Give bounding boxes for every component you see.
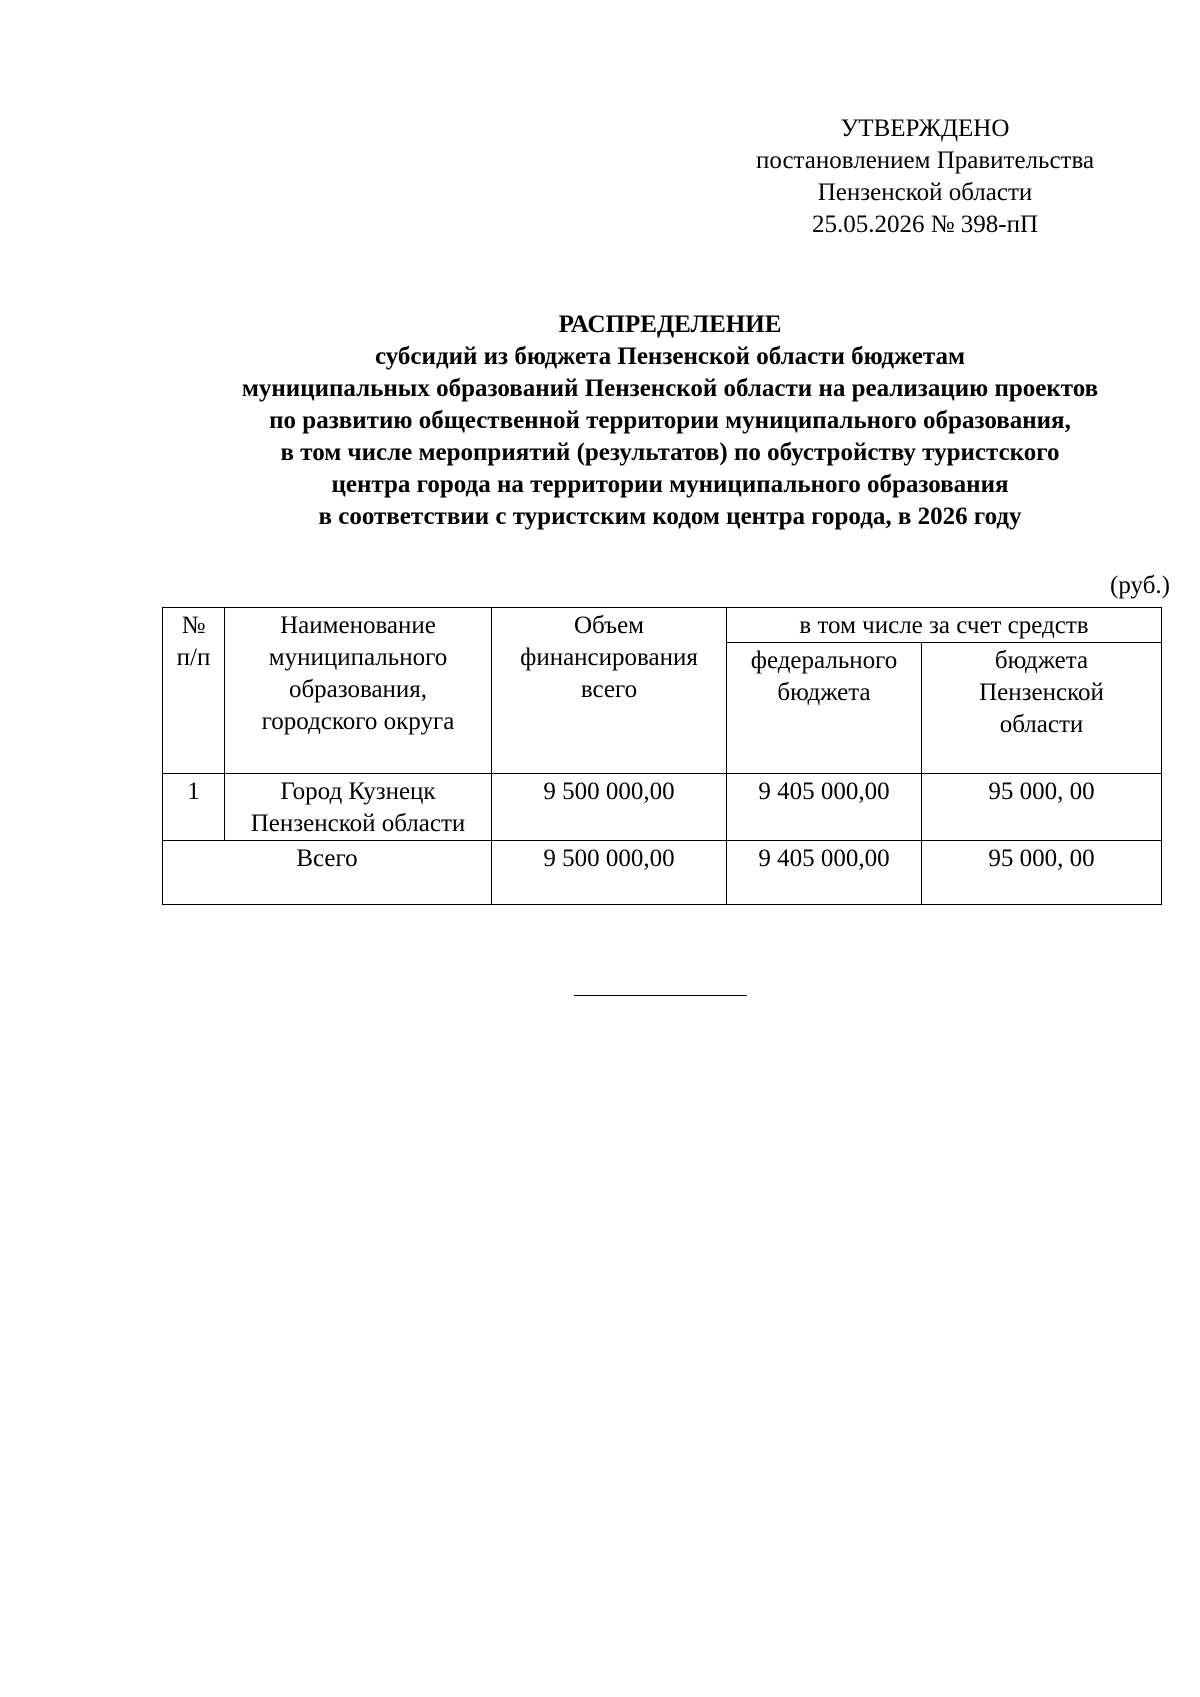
header-including-sources: в том числе за счет средств — [727, 608, 1162, 643]
approval-line-date-number: 25.05.2026 № 398-пП — [811, 211, 1039, 238]
header-municipality-name: Наименование муниципального образования, городского округа — [225, 608, 492, 774]
currency-unit: (руб.) — [1110, 572, 1170, 599]
header-federal-budget: федерального бюджета — [727, 643, 922, 774]
document-title — [120, 309, 1200, 533]
cell-total-financing: 9 500 000,00 — [492, 774, 727, 841]
cell-total-label: Всего — [163, 841, 492, 905]
cell-federal-budget-sum: 9 405 000,00 — [727, 841, 922, 905]
cell-total-financing-sum: 9 500 000,00 — [492, 841, 727, 905]
table-total-row — [163, 841, 1162, 905]
distribution-table — [162, 607, 1162, 905]
approval-line-resolution: постановлением Правительства — [755, 147, 1095, 174]
approval-line-region: Пензенской области — [817, 179, 1033, 206]
document-subtitle-line: в том числе мероприятий (результатов) по обустройству туристского — [280, 439, 1060, 466]
approval-title: УТВЕРЖДЕНО — [840, 115, 1010, 142]
cell-municipality-name: Город Кузнецк Пензенской области — [225, 774, 492, 841]
header-regional-budget: бюджета Пензенской области — [922, 643, 1162, 774]
document-subtitle-line: муниципальных образований Пензенской области на реализацию проектов — [241, 375, 1099, 402]
end-separator-line — [574, 995, 747, 996]
header-total-financing: Объем финансирования всего — [492, 608, 727, 774]
header-number: № п/п — [163, 608, 225, 774]
document-heading: РАСПРЕДЕЛЕНИЕ — [558, 311, 782, 338]
document-subtitle-line: субсидий из бюджета Пензенской области бюджетам — [375, 343, 965, 370]
cell-regional-budget: 95 000, 00 — [922, 774, 1162, 841]
document-subtitle-line: центра города на территории муниципального образования — [331, 471, 1009, 498]
document-subtitle-line: в соответствии с туристским кодом центра города, в 2026 году — [318, 503, 1022, 530]
cell-regional-budget-sum: 95 000, 00 — [922, 841, 1162, 905]
cell-federal-budget: 9 405 000,00 — [727, 774, 922, 841]
approval-stamp — [640, 113, 1200, 241]
table-header-row — [163, 608, 1162, 643]
cell-number: 1 — [163, 774, 225, 841]
table-row — [163, 774, 1162, 841]
document-subtitle-line: по развитию общественной территории муниципального образования, — [269, 407, 1071, 434]
